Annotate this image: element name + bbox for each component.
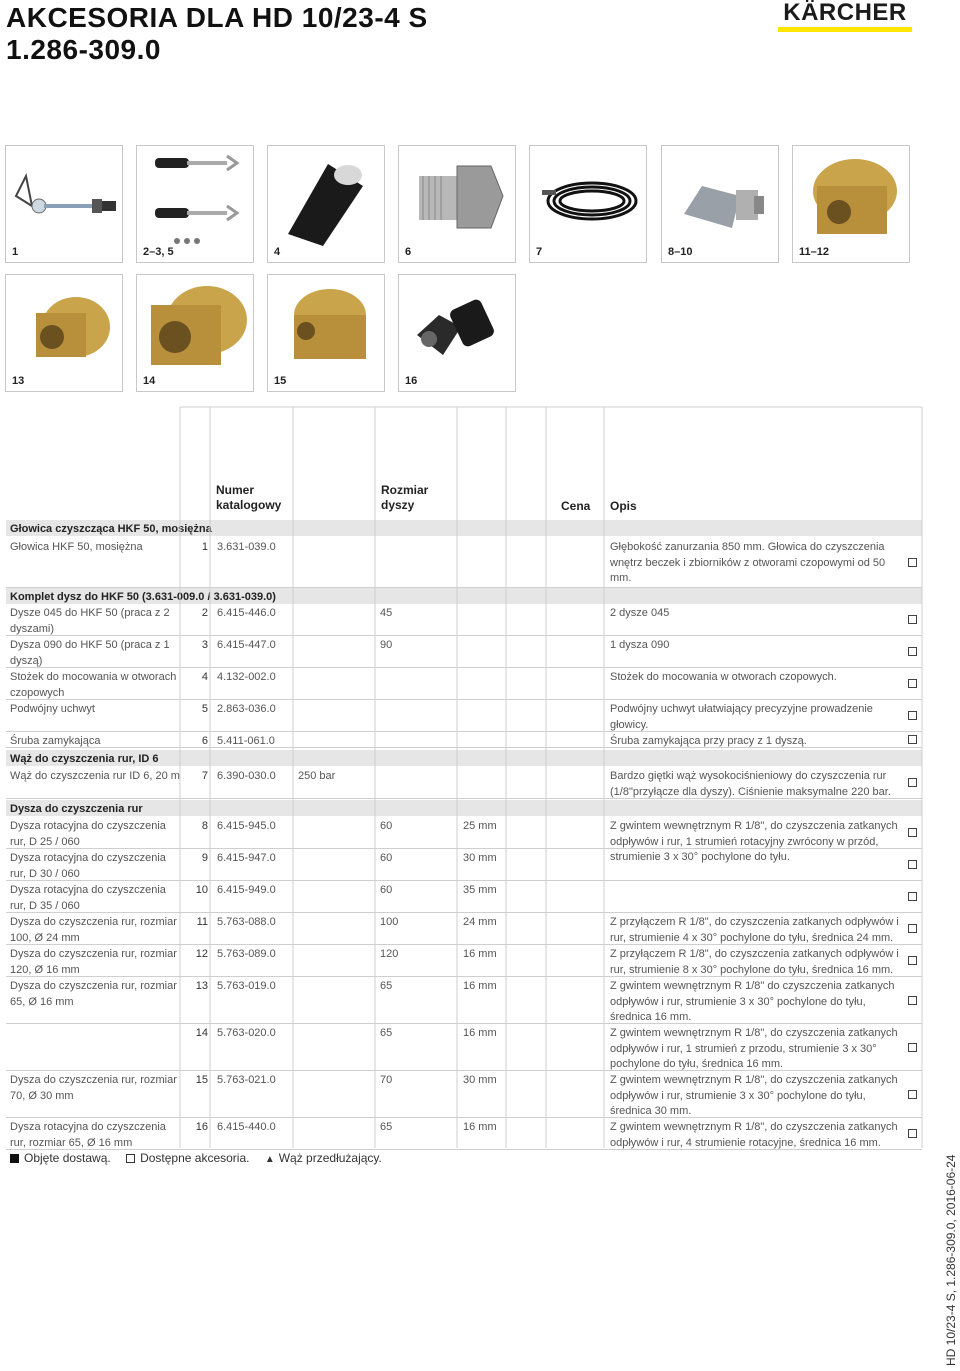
available-accessory-checkbox [908, 615, 917, 624]
table-row [6, 1118, 922, 1150]
product-card-16 [398, 274, 516, 392]
section-title: Głowica czyszcząca HKF 50, mosiężna [10, 523, 212, 535]
catalog-number: 3.631-039.0 [217, 541, 276, 553]
legend-extension: ▲ Wąż przedłużający. [264, 1151, 382, 1165]
item-name: Dysza do czyszczenia rur, rozmiar 120, Ø 16 mm [10, 948, 177, 976]
item-description: Z przyłączem R 1/8", do czyszczenia zatkanych odpływów i rur, strumienie 8 x 30° pochylone do tyłu, średnica 16 mm. [610, 948, 899, 976]
item-name: Dysza 090 do HKF 50 (praca z 1 dyszą) [10, 639, 170, 667]
table-row [6, 668, 922, 700]
catalog-number: 5.763-019.0 [217, 980, 276, 992]
item-name: Stożek do mocowania w otworach czopowych [10, 671, 177, 699]
header-nozzle-size: Rozmiar dyszy [381, 483, 429, 512]
nozzle-diameter: 24 mm [463, 916, 497, 928]
table-row [6, 538, 922, 588]
product-card-8-10 [661, 145, 779, 263]
item-description: Z gwintem wewnętrznym R 1/8", do czyszczenia zatkanych odpływów i rur, 1 strumień rotacyjny zwrócony w przód, strumienie 3 x 30° pochylone do tyłu. [610, 820, 898, 863]
available-accessory-checkbox [908, 996, 917, 1005]
available-accessory-checkbox [908, 956, 917, 965]
brand-logo: KÄRCHER [778, 0, 912, 34]
product-card-4 [267, 145, 385, 263]
product-card-2 [136, 145, 254, 263]
section-header [6, 520, 922, 536]
catalog-number: 5.763-021.0 [217, 1074, 276, 1086]
page-title: AKCESORIA DLA HD 10/23-4 S 1.286-309.0 [6, 2, 428, 65]
available-accessory-checkbox [908, 860, 917, 869]
brass-nozzle-icon [793, 146, 911, 246]
nozzle-size: 65 [380, 1121, 393, 1133]
item-description: 2 dysze 045 [610, 607, 670, 619]
nozzle-diameter: 16 mm [463, 1121, 497, 1133]
product-number: 2–3, 5 [143, 246, 174, 258]
product-card-11-12 [792, 145, 910, 263]
item-name: Śruba zamykająca [10, 735, 101, 747]
section-header [6, 588, 922, 604]
screw-fitting-icon [399, 146, 517, 246]
item-number: 10 [195, 884, 208, 896]
catalog-number: 5.763-089.0 [217, 948, 276, 960]
brass-nozzle-icon [6, 275, 124, 375]
legend-available: Dostępne akcesoria. [126, 1151, 255, 1165]
item-number: 7 [201, 770, 208, 782]
header-price: Cena [561, 499, 591, 513]
product-number: 1 [12, 246, 19, 258]
product-number: 15 [274, 375, 287, 387]
item-number: 3 [201, 639, 208, 651]
table-row [6, 849, 922, 881]
item-number: 2 [201, 607, 208, 619]
item-name: Dysza rotacyjna do czyszczenia rur, D 30 / 060 [10, 852, 166, 880]
available-accessory-checkbox [908, 924, 917, 933]
item-name: Dysza do czyszczenia rur, rozmiar 70, Ø 30 mm [10, 1074, 177, 1102]
pipe-cleaning-head-icon [6, 146, 124, 246]
product-card-15 [267, 274, 385, 392]
available-accessory-checkbox [908, 711, 917, 720]
table-row [6, 1024, 922, 1071]
table-row [6, 881, 922, 913]
catalog-number: 6.390-030.0 [217, 770, 276, 782]
cone-plug-icon [268, 146, 386, 246]
item-name: Głowica HKF 50, mosiężna [10, 541, 143, 553]
product-card-6 [398, 145, 516, 263]
product-card-14 [136, 274, 254, 392]
catalog-number: 4.132-002.0 [217, 671, 276, 683]
filled-square-icon [10, 1154, 19, 1163]
table-row [6, 636, 922, 668]
catalog-number: 6.415-949.0 [217, 884, 276, 896]
table-row [6, 913, 922, 945]
item-description: Bardzo giętki wąż wysokociśnieniowy do czyszczenia rur (1/8"przyłącze dla dyszy). Ciśnienie maksymalne 220 bar. [610, 770, 891, 798]
table-row [6, 977, 922, 1024]
item-description: Z przyłączem R 1/8", do czyszczenia zatkanych odpływów i rur, strumienie 4 x 30° pochylone do tyłu, średnica 24 mm. [610, 916, 899, 944]
rotary-nozzle-icon [662, 146, 780, 246]
empty-square-icon [126, 1154, 135, 1163]
catalog-number: 6.415-947.0 [217, 852, 276, 864]
black-coupling-icon [399, 275, 517, 375]
nozzle-size: 65 [380, 980, 393, 992]
available-accessory-checkbox [908, 828, 917, 837]
catalog-number: 6.415-447.0 [217, 639, 276, 651]
item-name: Dysze 045 do HKF 50 (praca z 2 dyszami) [10, 607, 170, 635]
brass-nozzle-icon [137, 275, 255, 375]
section-header [6, 750, 922, 766]
nozzle-size: 70 [380, 1074, 393, 1086]
pressure-value: 250 bar [298, 770, 336, 782]
item-description: Śruba zamykająca przy pracy z 1 dyszą. [610, 735, 807, 747]
catalog-number: 6.415-945.0 [217, 820, 276, 832]
item-name: Dysza do czyszczenia rur, rozmiar 100, Ø 24 mm [10, 916, 177, 944]
product-number: 11–12 [799, 246, 829, 258]
nozzle-size: 65 [380, 1027, 393, 1039]
triangle-icon: ▲ [264, 1154, 275, 1165]
item-number: 8 [201, 820, 208, 832]
table-row [6, 945, 922, 977]
nozzle-size: 60 [380, 852, 393, 864]
item-number: 5 [201, 703, 208, 715]
available-accessory-checkbox [908, 1129, 917, 1138]
item-description: Z gwintem wewnętrznym R 1/8", do czyszczenia zatkanych odpływów i rur, strumienie 3 x 30° pochylone do tyłu, średnica 30 mm. [610, 1074, 898, 1117]
nozzle-size: 120 [380, 948, 399, 960]
nozzle-diameter: 16 mm [463, 948, 497, 960]
item-number: 16 [195, 1121, 208, 1133]
header-catalog-number: Numer katalogowy [216, 483, 282, 512]
table-row [6, 604, 922, 636]
nozzle-diameter: 35 mm [463, 884, 497, 896]
item-description: Głębokość zanurzania 850 mm. Głowica do czyszczenia wnętrz beczek i zbiorników z otworami czopowymi od 50 mm. [610, 541, 886, 584]
table-row [6, 1071, 922, 1118]
item-description: Z gwintem wewnętrznym R 1/8", do czyszczenia zatkanych odpływów i rur, 1 strumień z przodu, strumienie 3 x 30° pochylone do tyłu, średnica 16 mm. [610, 1027, 898, 1070]
product-card-13 [5, 274, 123, 392]
item-name: Dysza rotacyjna do czyszczenia rur, D 35 / 060 [10, 884, 166, 912]
available-accessory-checkbox [908, 892, 917, 901]
catalog-number: 5.763-020.0 [217, 1027, 276, 1039]
item-description: Z gwintem wewnętrznym R 1/8" do czyszczenia zatkanych odpływów i rur, strumienie 3 x 30° pochylone do tyłu, średnica 16 mm. [610, 980, 895, 1023]
catalog-number: 2.863-036.0 [217, 703, 276, 715]
item-number: 6 [201, 735, 208, 747]
nozzle-size: 60 [380, 884, 393, 896]
item-name: Dysza do czyszczenia rur, rozmiar 65, Ø 16 mm [10, 980, 177, 1008]
item-number: 11 [196, 916, 208, 928]
section-title: Wąż do czyszczenia rur, ID 6 [10, 753, 159, 765]
product-card-1 [5, 145, 123, 263]
nozzle-size: 100 [380, 916, 399, 928]
available-accessory-checkbox [908, 1090, 917, 1099]
legend [10, 1151, 394, 1165]
item-description: 1 dysza 090 [610, 639, 670, 651]
catalog-number: 6.415-440.0 [217, 1121, 276, 1133]
product-number: 16 [405, 375, 418, 387]
double-handle-icon [137, 146, 255, 246]
catalog-number: 5.411-061.0 [217, 735, 275, 747]
table-row [6, 767, 922, 799]
product-number: 4 [274, 246, 281, 258]
product-number: 6 [405, 246, 412, 258]
item-description: Z gwintem wewnętrznym R 1/8", do czyszczenia zatkanych odpływów i rur, 4 strumienie rotacyjne, średnica 16 mm. [610, 1121, 898, 1149]
nozzle-size: 45 [380, 607, 393, 619]
brand-logo-bar [778, 27, 912, 32]
catalog-number: 5.763-088.0 [217, 916, 276, 928]
item-number: 1 [201, 541, 208, 553]
section-title: Komplet dysz do HKF 50 (3.631-009.0 / 3.631-039.0) [10, 591, 276, 603]
nozzle-diameter: 25 mm [463, 820, 497, 832]
hose-reel-icon [530, 146, 648, 246]
available-accessory-checkbox [908, 647, 917, 656]
nozzle-diameter: 16 mm [463, 1027, 497, 1039]
table-row [6, 732, 922, 748]
nozzle-diameter: 30 mm [463, 852, 497, 864]
item-description: Podwójny uchwyt ułatwiający precyzyjne prowadzenie głowicy. [610, 703, 873, 731]
item-name: Dysza rotacyjna do czyszczenia rur, D 25 / 060 [10, 820, 166, 848]
item-name: Dysza rotacyjna do czyszczenia rur, rozmiar 65, Ø 16 mm [10, 1121, 166, 1149]
header-description: Opis [610, 499, 637, 513]
item-number: 13 [195, 980, 208, 992]
product-number: 14 [143, 375, 156, 387]
item-number: 15 [195, 1074, 208, 1086]
catalog-number: 6.415-446.0 [217, 607, 276, 619]
item-number: 14 [195, 1027, 208, 1039]
brass-nozzle-icon [268, 275, 386, 375]
section-title: Dysza do czyszczenia rur [10, 803, 143, 815]
nozzle-size: 90 [380, 639, 393, 651]
product-number: 13 [12, 375, 25, 387]
available-accessory-checkbox [908, 1043, 917, 1052]
item-number: 12 [195, 948, 208, 960]
item-description: Stożek do mocowania w otworach czopowych. [610, 671, 837, 683]
section-header [6, 800, 922, 816]
item-name: Podwójny uchwyt [10, 703, 95, 715]
legend-included: Objęte dostawą. [10, 1151, 117, 1165]
available-accessory-checkbox [908, 735, 917, 744]
item-name: Wąż do czyszczenia rur ID 6, 20 m [10, 770, 180, 782]
nozzle-diameter: 30 mm [463, 1074, 497, 1086]
item-number: 9 [201, 852, 208, 864]
table-row [6, 700, 922, 732]
nozzle-diameter: 16 mm [463, 980, 497, 992]
product-card-7 [529, 145, 647, 263]
available-accessory-checkbox [908, 778, 917, 787]
available-accessory-checkbox [908, 679, 917, 688]
available-accessory-checkbox [908, 558, 917, 567]
product-number: 8–10 [668, 246, 693, 258]
side-document-id: HD 10/23-4 S, 1.286-309.0, 2016-06-24 [944, 1154, 958, 1366]
nozzle-size: 60 [380, 820, 393, 832]
product-number: 7 [536, 246, 543, 258]
item-number: 4 [201, 671, 208, 683]
